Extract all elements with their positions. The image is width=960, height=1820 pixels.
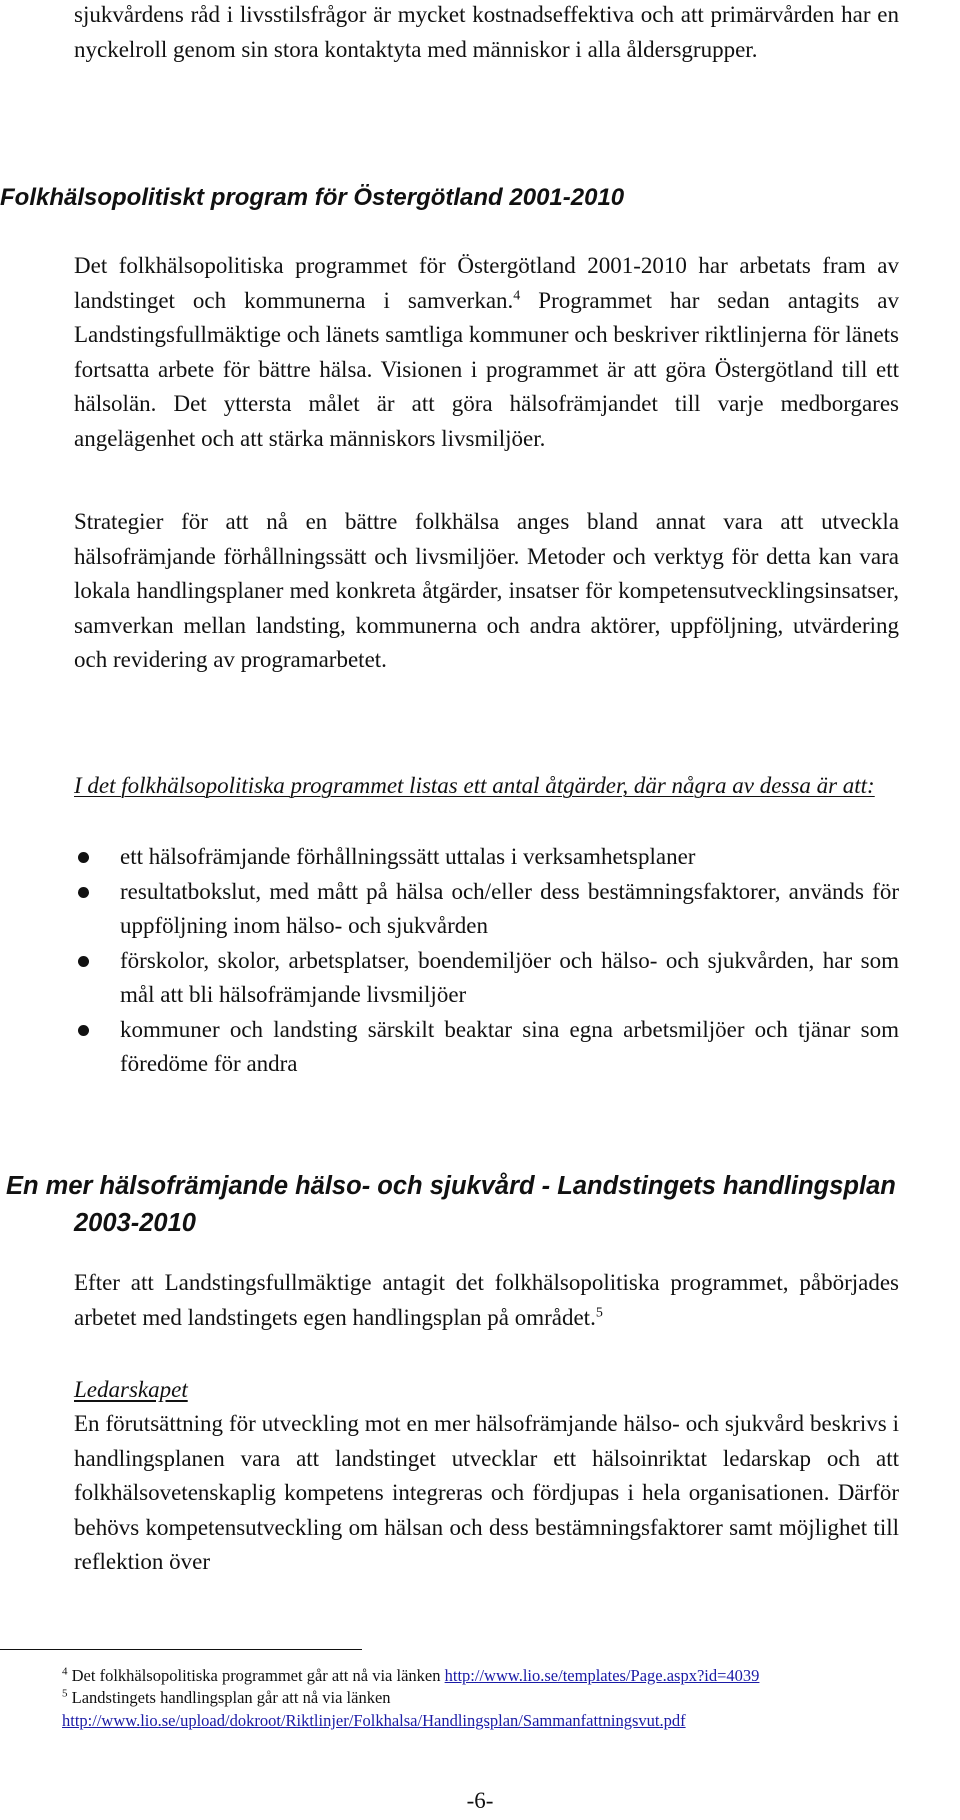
strategy-paragraph: Strategier för att nå en bättre folkhälsa anges bland annat vara att utveckla hälsofrämjande förhållningssätt och livsmiljöer. Metoder och verktyg för detta kan vara lokala handlingsplaner med konkreta åtgärder, insatser för kompetensutvecklingsinsatser, samverkan mellan landsting, kommunerna och andra aktörer, uppföljning, utvärdering och revidering av programarbetet. <box>74 509 899 672</box>
footnote-5-link-line <box>62 1711 922 1730</box>
bullet-icon <box>78 1025 89 1036</box>
handlingsplan-paragraph: Efter att Landstingsfullmäktige antagit det folkhälsopolitiska programmet, påbörjades arbetet med landstingets egen handlingsplan på området.$^5$ <box>74 1270 899 1330</box>
ledarskap-paragraph: En förutsättning för utveckling mot en mer hälsofrämjande hälso- och sjukvård beskrivs i handlingsplanen vara att landstinget utvecklar ett hälsoinriktat ledarskap och att folkhälsovetenskaplig kompetens integreras och fördjupas i hela organisationen. Därför behövs kompetensutveckling om hälsan och dess bestämningsfaktorer samt möjlighet till reflektion över <box>74 1411 899 1574</box>
footnote-5-link[interactable]: http://www.lio.se/upload/dokroot/Riktlinjer/Folkhalsa/Handlingsplan/Sammanfattningsvut.pdf <box>62 1711 686 1730</box>
bullet-icon <box>78 956 89 967</box>
footnote-4: $^4$ Det folkhälsopolitiska programmet går att nå via länken http://www.lio.se/templates/Page.aspx?id=4039 <box>62 1665 760 1685</box>
footnote-ref-5: 5 <box>595 1304 603 1320</box>
list-item: resultatbokslut, med mått på hälsa och/eller dess bestämningsfaktorer, används för uppföljning inom hälso- och sjukvården <box>74 875 899 944</box>
intro-paragraph: sjukvårdens råd i livsstilsfrågor är mycket kostnadseffektiva och att primärvården har en nyckelroll genom sin stora kontaktyta med människor i alla åldersgrupper. <box>74 2 899 62</box>
footnote-5: $^5$ Landstingets handlingsplan går att nå via länken <box>62 1687 391 1707</box>
list-item: förskolor, skolor, arbetsplatser, boendemiljöer och hälso- och sjukvården, har som mål att bli hälsofrämjande livsmiljöer <box>74 944 899 1013</box>
bullet-icon <box>78 887 89 898</box>
footnote-ref-4: 4 <box>513 287 521 303</box>
list-item: kommuner och landsting särskilt beaktar sina egna arbetsmiljöer och tjänar som föredöme för andra <box>74 1013 899 1082</box>
section-heading-folkhalsopolitiskt-program: Folkhälsopolitiskt program för Östergötland 2001-2010 <box>0 184 625 211</box>
section-heading-handlingsplan-years: 2003-2010 <box>74 1209 196 1237</box>
page-number: -6- <box>466 1788 494 1813</box>
list-intro: I det folkhälsopolitiska programmet listas ett antal åtgärder, där några av dessa är att: <box>74 773 875 798</box>
list-item: ett hälsofrämjande förhållningssätt uttalas i verksamhetsplaner <box>74 840 899 875</box>
actions-list <box>74 840 899 1082</box>
program-paragraph-part2: Programmet har sedan antagits av Landstingsfullmäktige och länets samtliga kommuner och beskriver riktlinjerna för länets fortsatta arbete för bättre hälsa. Visionen i programmet är att göra Östergötland till ett hälsolän. Det yttersta målet är att göra hälsofrämjandet till varje medborgares angelägenhet och att stärka människors livsmiljöer. <box>74 287 899 451</box>
bullet-icon <box>78 852 89 863</box>
program-paragraph <box>74 249 899 456</box>
program-paragraph-part1: Det folkhälsopolitiska programmet för Östergötland 2001-2010 har arbetats fram av landstinget och kommunerna i samverkan. <box>74 253 899 313</box>
section-heading-handlingsplan: En mer hälsofrämjande hälso- och sjukvård - Landstingets handlingsplan <box>6 1172 896 1200</box>
footnote-4-link[interactable]: http://www.lio.se/templates/Page.aspx?id=4039 <box>444 1666 760 1685</box>
subheading-ledarskapet: Ledarskapet <box>74 1377 188 1402</box>
footnote-divider <box>0 1649 362 1650</box>
